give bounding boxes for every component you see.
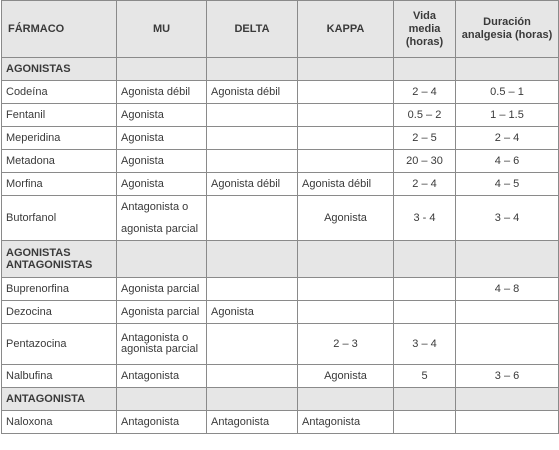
cell-delta: [207, 150, 298, 173]
cell-kappa: [298, 278, 394, 301]
header-delta: DELTA: [207, 1, 298, 58]
cell-farmaco: Pentazocina: [2, 324, 117, 365]
opioid-table: [1, 0, 559, 434]
cell-mu: Agonista: [117, 173, 207, 196]
table-row: [2, 196, 559, 241]
cell-vida: 20 – 30: [394, 150, 456, 173]
empty-cell: [117, 241, 207, 278]
cell-delta: [207, 104, 298, 127]
header-kappa: KAPPA: [298, 1, 394, 58]
cell-farmaco: Dezocina: [2, 301, 117, 324]
cell-kappa: Agonista débil: [298, 173, 394, 196]
cell-farmaco: Fentanil: [2, 104, 117, 127]
empty-cell: [207, 241, 298, 278]
section-row: [2, 388, 559, 411]
cell-vida: 3 - 4: [394, 196, 456, 241]
table-row: [2, 301, 559, 324]
cell-duracion: 0.5 – 1: [456, 81, 559, 104]
cell-delta: [207, 324, 298, 365]
cell-delta: [207, 365, 298, 388]
empty-cell: [117, 388, 207, 411]
cell-delta: Agonista débil: [207, 173, 298, 196]
cell-vida: 0.5 – 2: [394, 104, 456, 127]
cell-duracion: 4 – 8: [456, 278, 559, 301]
cell-kappa: Agonista: [298, 196, 394, 241]
table-row: [2, 104, 559, 127]
cell-duracion: [456, 324, 559, 365]
cell-farmaco: Morfina: [2, 173, 117, 196]
cell-duracion: 3 – 6: [456, 365, 559, 388]
header-vida-media: Vida media (horas): [394, 1, 456, 58]
cell-farmaco: Codeína: [2, 81, 117, 104]
header-mu: MU: [117, 1, 207, 58]
empty-cell: [207, 58, 298, 81]
section-row: [2, 241, 559, 278]
cell-kappa: Agonista: [298, 365, 394, 388]
empty-cell: [298, 241, 394, 278]
cell-mu: Agonista: [117, 127, 207, 150]
section-label: ANTAGONISTA: [2, 388, 117, 411]
header-row: [2, 1, 559, 58]
table-row: [2, 324, 559, 365]
cell-delta: Agonista débil: [207, 81, 298, 104]
header-farmaco: FÁRMACO: [2, 1, 117, 58]
cell-mu: Antagonista o agonista parcial: [117, 324, 207, 365]
cell-delta: [207, 196, 298, 241]
cell-vida: [394, 278, 456, 301]
cell-mu: Agonista parcial: [117, 278, 207, 301]
cell-vida: [394, 411, 456, 434]
empty-cell: [298, 388, 394, 411]
table-row: [2, 365, 559, 388]
cell-kappa: [298, 127, 394, 150]
empty-cell: [394, 241, 456, 278]
cell-kappa: [298, 150, 394, 173]
empty-cell: [456, 58, 559, 81]
cell-duracion: 1 – 1.5: [456, 104, 559, 127]
cell-farmaco: Buprenorfina: [2, 278, 117, 301]
section-label: AGONISTAS ANTAGONISTAS: [2, 241, 117, 278]
cell-delta: [207, 278, 298, 301]
cell-mu: Agonista débil: [117, 81, 207, 104]
cell-duracion: [456, 411, 559, 434]
cell-kappa: [298, 301, 394, 324]
cell-mu: Antagonista: [117, 365, 207, 388]
empty-cell: [456, 388, 559, 411]
cell-mu: Antagonista: [117, 411, 207, 434]
table-row: [2, 150, 559, 173]
section-row: [2, 58, 559, 81]
empty-cell: [298, 58, 394, 81]
cell-vida: 2 – 4: [394, 173, 456, 196]
empty-cell: [394, 58, 456, 81]
empty-cell: [117, 58, 207, 81]
cell-farmaco: Metadona: [2, 150, 117, 173]
cell-duracion: [456, 301, 559, 324]
cell-mu: Agonista: [117, 150, 207, 173]
cell-kappa: 2 – 3: [298, 324, 394, 365]
section-label: AGONISTAS: [2, 58, 117, 81]
cell-duracion: 4 – 5: [456, 173, 559, 196]
cell-vida: [394, 301, 456, 324]
empty-cell: [394, 388, 456, 411]
empty-cell: [456, 241, 559, 278]
cell-farmaco: Butorfanol: [2, 196, 117, 241]
empty-cell: [207, 388, 298, 411]
table-row: [2, 411, 559, 434]
table-row: [2, 173, 559, 196]
cell-delta: Agonista: [207, 301, 298, 324]
cell-delta: Antagonista: [207, 411, 298, 434]
cell-delta: [207, 127, 298, 150]
cell-kappa: Antagonista: [298, 411, 394, 434]
cell-mu: Agonista parcial: [117, 301, 207, 324]
cell-kappa: [298, 81, 394, 104]
header-duracion: Duración analgesia (horas): [456, 1, 559, 58]
cell-mu: Agonista: [117, 104, 207, 127]
table-row: [2, 81, 559, 104]
cell-vida: 2 – 4: [394, 81, 456, 104]
cell-vida: 3 – 4: [394, 324, 456, 365]
cell-farmaco: Meperidina: [2, 127, 117, 150]
cell-kappa: [298, 104, 394, 127]
cell-duracion: 3 – 4: [456, 196, 559, 241]
cell-vida: 5: [394, 365, 456, 388]
cell-vida: 2 – 5: [394, 127, 456, 150]
cell-duracion: 2 – 4: [456, 127, 559, 150]
table-row: [2, 278, 559, 301]
table-row: [2, 127, 559, 150]
cell-farmaco: Naloxona: [2, 411, 117, 434]
cell-duracion: 4 – 6: [456, 150, 559, 173]
cell-farmaco: Nalbufina: [2, 365, 117, 388]
cell-mu: Antagonista o agonista parcial: [117, 196, 207, 241]
